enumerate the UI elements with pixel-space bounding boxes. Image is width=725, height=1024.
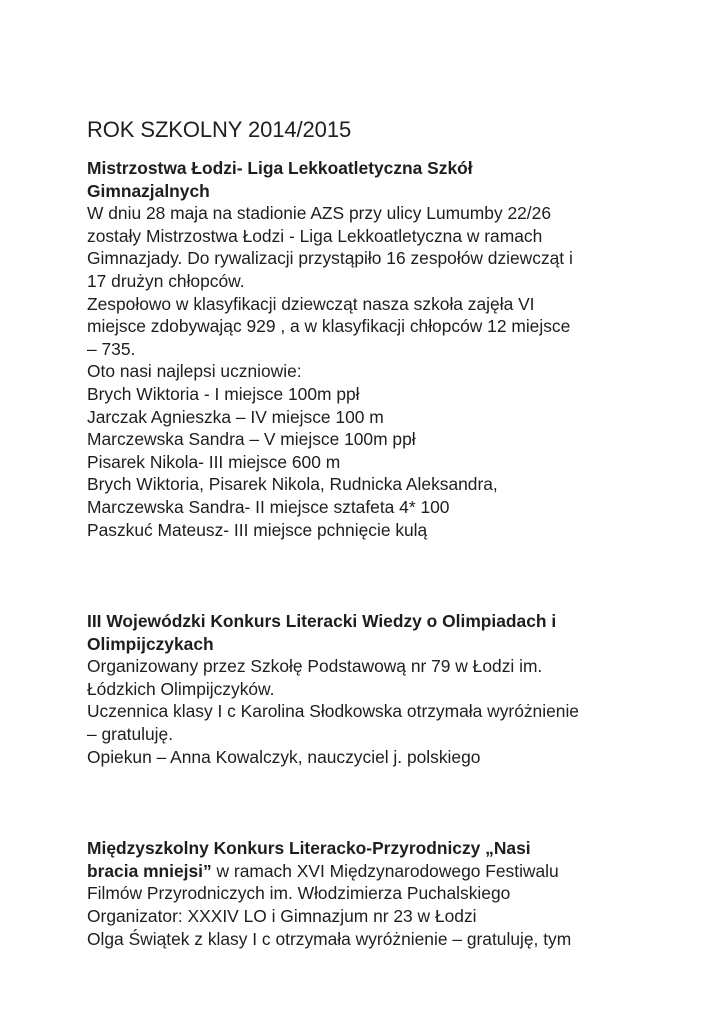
body-line: Brych Wiktoria - I miejsce 100m ppł [87,383,360,404]
heading-mixed-line [87,860,647,883]
body-line: Łódzkich Olimpijczyków. [87,678,275,699]
section-body [87,202,647,541]
body-line: Gimnazjady. Do rywalizacji przystąpiło 16 zespołów dziewcząt i [87,248,573,269]
body-line: Oto nasi najlepsi uczniowie: [87,361,302,382]
body-line: Marczewska Sandra – V miejsce 100m ppł [87,429,416,450]
section-heading [87,157,647,202]
body-line: W dniu 28 maja na stadionie AZS przy ulicy Lumumby 22/26 [87,203,551,224]
body-line: miejsce zdobywając 929 , a w klasyfikacji chłopców 12 miejsce [87,316,571,337]
page-title: ROK SZKOLNY 2014/2015 [87,117,352,142]
heading-regular-fragment: w ramach XVI Międzynarodowego Festiwalu [211,860,559,881]
body-line: Zespołowo w klasyfikacji dziewcząt nasza szkoła zajęła VI [87,293,535,314]
heading-line: Mistrzostwa Łodzi- Liga Lekkoatletyczna Szkół [87,158,473,178]
heading-bold-fragment: bracia mniejsi” [87,860,212,881]
body-line: Olga Świątek z klasy I c otrzymała wyróżnienie – gratuluję, tym [87,928,572,949]
body-line: zostały Mistrzostwa Łodzi - Liga Lekkoatletyczna w ramach [87,225,543,246]
document-page [87,116,647,950]
body-line: – gratuluję. [87,724,174,745]
section-athletics [87,157,647,541]
body-line: Paszkuć Mateusz- III miejsce pchnięcie kulą [87,519,428,540]
section-heading [87,610,647,655]
body-line: Jarczak Agnieszka – IV miejsce 100 m [87,406,384,427]
heading-line: Gimnazjalnych [87,180,210,201]
body-line: Organizator: XXXIV LO i Gimnazjum nr 23 w Łodzi [87,906,477,927]
section-gap [87,541,647,610]
heading-line: Międzyszkolny Konkurs Literacko-Przyrodniczy „Nasi [87,838,531,859]
body-line: Uczennica klasy I c Karolina Słodkowska otrzymała wyróżnienie [87,701,579,722]
body-line: Marczewska Sandra- II miejsce sztafeta 4* 100 [87,496,450,517]
section-olympic-contest [87,610,647,768]
body-line: Organizowany przez Szkołę Podstawową nr 79 w Łodzi im. [87,656,543,677]
section-gap [87,768,647,837]
heading-line: III Wojewódzki Konkurs Literacki Wiedzy o Olimpiadach i [87,611,557,632]
body-line: Opiekun – Anna Kowalczyk, nauczyciel j. polskiego [87,746,481,767]
section-body [87,655,647,768]
body-line: Pisarek Nikola- III miejsce 600 m [87,451,341,472]
body-line: – 735. [87,338,136,359]
body-line: Brych Wiktoria, Pisarek Nikola, Rudnicka Aleksandra, [87,474,498,495]
body-line: Filmów Przyrodniczych im. Włodzimierza Puchalskiego [87,883,511,904]
section-nature-contest [87,837,647,950]
body-line: 17 drużyn chłopców. [87,270,245,291]
heading-line: Olimpijczykach [87,633,214,654]
